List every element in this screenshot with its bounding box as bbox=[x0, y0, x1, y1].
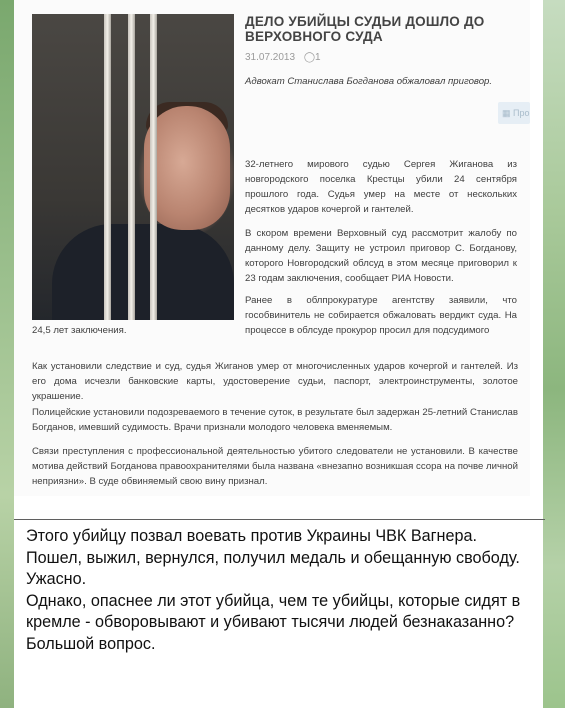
article-paragraph: Связи преступления с профессиональной деятельностью убитого следователи не установили. В качестве мотива действий Богданова правоохранителями была названа «внезапно возникшая ссора на почве личной неприязни». В суде обвиняемый свою вину признал. bbox=[32, 446, 518, 487]
background-left bbox=[0, 0, 14, 708]
article-paragraph: Как установили следствие и суд, судья Жиганов умер от многочисленных ударов кочергой и гантелей. Из его дома исчезли банковские карты, удостоверение судьи, паспорт, электроинструменты, золотое украшение. bbox=[32, 361, 518, 402]
background-right bbox=[543, 0, 565, 708]
article-meta bbox=[245, 52, 321, 63]
comment-line: Большой вопрос. bbox=[26, 634, 156, 653]
article-paragraph: 32-летнего мирового судью Сергея Жиганова из новгородского поселка Крестцы убили 24 сентября прошлого года. Судья умер на месте от нескольких десятков ударов кочергой и гантелей. bbox=[245, 159, 517, 215]
comment-line: Этого убийцу позвал воевать против Украины ЧВК Вагнера. bbox=[26, 527, 478, 545]
article-paragraph: В скором времени Верховный суд рассмотрит жалобу по данному делу. Защиту не устроил приговор С. Богданову, которого Новгородский облсуд в этом месяце приговорил к 23 годам заключения, сообщает РИА Новости. bbox=[245, 228, 517, 284]
article-paragraph: Ранее в облпрокуратуре агентству заявили, что гособвинитель не собирается обжаловать вердикт суда. На процессе в облсуде прокурор просил для подсудимого bbox=[245, 295, 517, 336]
comment-line: Однако, опаснее ли этот убийца, чем те убийцы, которые сидят в кремле - обворовывают и убивают тысячи людей безнаказанно? bbox=[26, 591, 521, 631]
article-lead: Адвокат Станислава Богданова обжаловал приговор. bbox=[245, 76, 493, 87]
divider bbox=[14, 519, 545, 520]
comment-line: Ужасно. bbox=[26, 570, 87, 588]
comment-line: Пошел, выжил, вернулся, получил медаль и обещанную свободу. bbox=[26, 548, 520, 567]
article-date: 31.07.2013 bbox=[245, 52, 296, 63]
side-button[interactable]: ▦ Про bbox=[498, 102, 530, 124]
defendant-photo bbox=[32, 14, 234, 320]
comment-bubble-icon: ◯ bbox=[303, 52, 316, 63]
article-paragraph: Полицейские установили подозреваемого в течение суток, в результате был задержан 25-летний Станислав Богданов, имевший судимость. Врачи признали молодого человека вменяемым. bbox=[32, 407, 518, 433]
article-paragraph: 24,5 лет заключения. bbox=[32, 325, 127, 336]
comments-count: 1 bbox=[315, 52, 321, 63]
comment-text bbox=[26, 526, 538, 655]
article-headline: ДЕЛО УБИЙЦЫ СУДЬИ ДОШЛО ДО ВЕРХОВНОГО СУДА bbox=[245, 14, 485, 44]
